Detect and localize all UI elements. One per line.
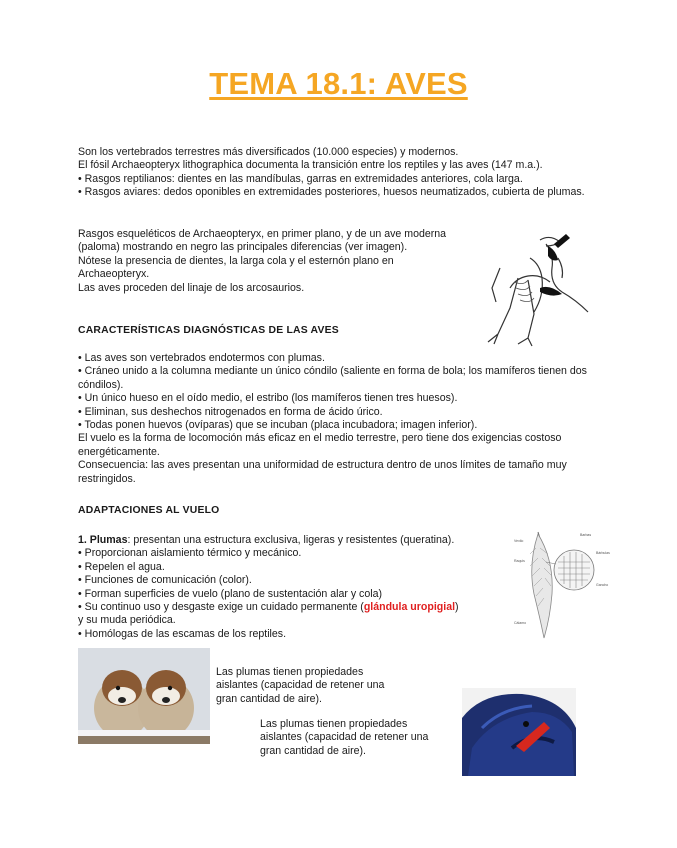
diagnostic-line: Consecuencia: las aves presentan una uniformidad de estructura dentro de unos límites de tamaño muy restringidos. [78,459,567,485]
plumas-text: : presentan una estructura exclusiva, ligeras y resistentes (queratina). [127,534,455,546]
diagnostic-line: • Eliminan, sus deshechos nitrogenados en forma de ácido úrico. [78,405,383,418]
diagnostic-heading: CARACTERÍSTICAS DIAGNÓSTICAS DE LAS AVES [78,325,339,336]
skeleton-text-block [78,228,450,295]
intro-line: Son los vertebrados terrestres más diversificados (10.000 especies) y modernos. [78,146,459,158]
flight-line: • Forman superficies de vuelo (plano de sustentación alar y cola) [78,587,383,600]
preening-bird-photo [462,688,576,776]
care-line-2: y su muda periódica. [78,614,176,627]
page-title: TEMA 18.1: AVES [209,66,468,101]
diagnostic-line: • Las aves son vertebrados endotermos con plumas. [78,352,325,364]
skeleton-drawing [470,218,600,348]
skeleton-paragraph: Rasgos esqueléticos de Archaeopteryx, en primer plano, y de un ave moderna (paloma) mostrando en negro las principales diferencias (ver imagen). [78,228,447,254]
plumas-label: 1. Plumas [78,534,128,546]
flight-line: • Repelen el agua. [78,560,165,573]
feather-label: Bárbulas [596,551,610,555]
feather-label: Barbas [580,533,592,537]
feather-label: Cálamo [514,621,527,625]
feather-diagram [512,528,610,640]
flight-line: • Proporcionan aislamiento térmico y mecánico. [78,547,302,560]
feather-label: Gancho [596,583,609,587]
feather-drawing [512,528,610,640]
plumas-line [78,534,508,547]
care-end: ) [455,601,459,614]
intro-line: El fósil Archaeopteryx lithographica documenta la transición entre los reptiles y las aves (147 m.a.). [78,159,543,172]
intro-line: • Rasgos reptilianos: dientes en las mandíbulas, garras en extremidades anteriores, cola larga. [78,172,523,185]
diagnostic-line: • Un único hueso en el oído medio, el estribo (los mamíferos tienen tres huesos). [78,392,458,405]
diagnostic-block [78,352,598,486]
skeleton-illustration [470,218,600,348]
flight-line: • Funciones de comunicación (color). [78,574,252,587]
sparrows-caption: Las plumas tienen propiedades aislantes (capacidad de retener una gran cantidad de aire). [216,666,385,705]
intro-line: • Rasgos aviares: dedos oponibles en extremidades posteriores, huesos neumatizados, cubierta de plumas. [78,186,585,199]
skeleton-paragraph: Nótese la presencia de dientes, la larga cola y el esternón plano en Archaeopteryx. [78,254,394,281]
diagnostic-line: • Cráneo unido a la columna mediante un único cóndilo (saliente en forma de bola; los mamíferos tienen dos cóndilos). [78,365,587,391]
intro-block [78,146,598,200]
skeleton-paragraph: Las aves proceden del linaje de los arcosaurios. [78,281,305,294]
diagnostic-line: • Todas ponen huevos (ovíparas) que se incuban (placa incubadora; imagen inferior). [78,419,478,432]
sparrows-photo [78,648,210,744]
feather-label: Raquis [514,559,525,563]
preening-bird-drawing [462,688,576,776]
flight-heading: ADAPTACIONES AL VUELO [78,505,220,516]
bird-caption: Las plumas tienen propiedades aislantes (capacidad de retener una gran cantidad de aire). [260,718,429,757]
feather-label: Vexilo [514,539,524,543]
flight-line: • Homólogas de las escamas de los reptiles. [78,627,287,640]
diagnostic-line: El vuelo es la forma de locomoción más eficaz en el medio terrestre, pero tiene dos exigencias costoso energéticamente. [78,432,562,458]
care-line [78,601,508,614]
care-text: • Su continuo uso y desgaste exige un cuidado permanente ( [78,601,364,614]
sparrows-drawing [78,648,210,744]
flight-block [78,534,508,641]
gland-term: glándula uropigial [363,601,456,614]
